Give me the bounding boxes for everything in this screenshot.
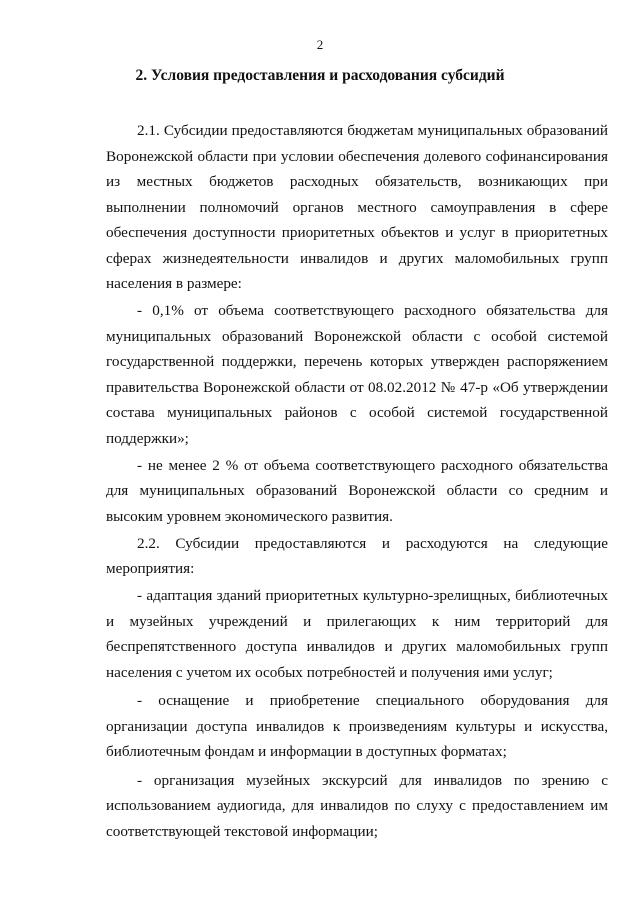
paragraph-2-1: 2.1. Субсидии предоставляются бюджетам муниципальных образований Воронежской области при условии обеспечения долевого софинансирования из местных бюджетов расходных обязательств, возникающих при выполнении полномочий органов местного самоуправления в сфере обеспечения доступности приоритетных объектов и услуг в приоритетных сферах жизнедеятельности инвалидов и других маломобильных групп населения в размере: (106, 122, 608, 292)
page-number: 2 (316, 37, 324, 52)
paragraph-bullet-equipment: - оснащение и приобретение специального оборудования для организации доступа инвалидов к произведениям культуры и искусства, библиотечным фондам и информации в доступных форматах; (106, 692, 608, 760)
section-body (106, 118, 608, 844)
paragraph-bullet-special-support: - 0,1% от объема соответствующего расходного обязательства для муниципальных образований Воронежской области с особой системой государственной поддержки, перечень которых утвержден распоряжением правительства Воронежской области от 08.02.2012 № 47-р «Об утверждении состава муниципальных районов с особой системой государственной поддержки»; (106, 302, 608, 447)
paragraph-2-2: 2.2. Субсидии предоставляются и расходуются на следующие мероприятия: (106, 534, 608, 577)
paragraph-bullet-museum-excursions: - организация музейных экскурсий для инвалидов по зрению с использованием аудиогида, для инвалидов по слуху с предоставлением им соответствующей текстовой информации; (106, 771, 608, 840)
paragraph-bullet-medium-high-level: - не менее 2 % от объема соответствующего расходного обязательства для муниципальных образований Воронежской области со средним и высоким уровнем экономического развития. (106, 456, 608, 525)
paragraph-bullet-building-adaptation: - адаптация зданий приоритетных культурно-зрелищных, библиотечных и музейных учреждений и прилегающих к ним территорий для беспрепятственного доступа инвалидов и других маломобильных групп населения с учетом их особых потребностей и получения ими услуг; (106, 587, 608, 681)
section-heading: 2. Условия предоставления и расходования субсидий (135, 67, 505, 84)
